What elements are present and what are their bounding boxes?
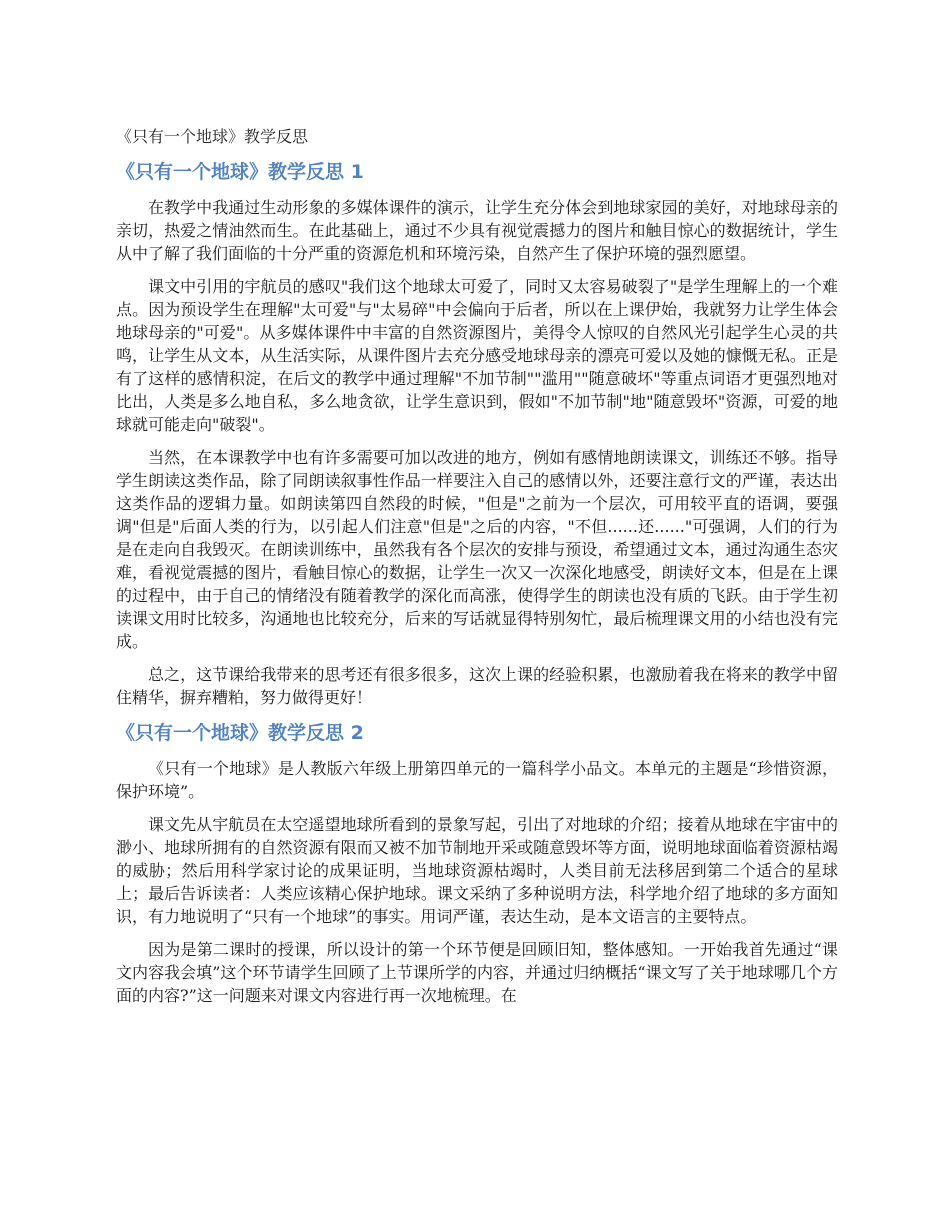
- paragraph: 《只有一个地球》是人教版六年级上册第四单元的一篇科学小品文。本单元的主题是“珍惜资源，保护环境”。: [116, 759, 838, 801]
- document-title: 《只有一个地球》教学反思: [116, 127, 309, 146]
- paragraph: 课文中引用的宇航员的感叹"我们这个地球太可爱了，同时又太容易破裂了"是学生理解上的一个难点。因为预设学生在理解"太可爱"与"太易碎"中会偏向于后者，所以在上课伊始，我就努力让学生体会地球母亲的"可爱"。从多媒体课件中丰富的自然资源图片，美得令人惊叹的自然风光引起学生心灵的共鸣，让学生从文本，从生活实际，从课件图片去充分感受地球母亲的漂亮可爱以及她的慷慨无私。正是有了这样的感情积淀，在后文的教学中通过理解"不加节制""滥用""随意破坏"等重点词语才更强烈地对比出，人类是多么地自私，多么地贪欲，让学生意识到，假如"不加节制"地"随意毁坏"资源，可爱的地球就可能走向"破裂"。: [116, 277, 838, 434]
- paragraph: 总之，这节课给我带来的思考还有很多很多，这次上课的经验积累，也激励着我在将来的教学中留住精华，摒弃糟粕，努力做得更好！: [116, 665, 838, 707]
- paragraph: 在教学中我通过生动形象的多媒体课件的演示，让学生充分体会到地球家园的美好，对地球母亲的亲切，热爱之情油然而生。在此基础上，通过不少具有视觉震撼力的图片和触目惊心的数据统计，学生从中了解了我们面临的十分严重的资源危机和环境污染，自然产生了保护环境的强烈愿望。: [116, 198, 838, 263]
- paragraph: 当然，在本课教学中也有许多需要可加以改进的地方，例如有感情地朗读课文，训练还不够。指导学生朗读这类作品，除了同朗读叙事性作品一样要注入自己的感情以外，还要注意行文的严谨，表达出这类作品的逻辑力量。如朗读第四自然段的时候，"但是"之前为一个层次，可用较平直的语调，要强调"但是"后面人类的行为，以引起人们注意"但是"之后的内容，"不但......还......"可强调，人们的行为是在走向自我毁灭。在朗读训练中，虽然我有各个层次的安排与预设，希望通过文本，通过沟通生态灾难，看视觉震撼的图片，看触目惊心的数据，让学生一次又一次深化地感受，朗读好文本，但是在上课的过程中，由于自己的情绪没有随着教学的深化而高涨，使得学生的朗读也没有质的飞跃。由于学生初读课文用时比较多，沟通地也比较充分，后来的写话就显得特别匆忙，最后梳理课文用的小结也没有完成。: [116, 448, 838, 651]
- paragraph: 课文先从宇航员在太空遥望地球所看到的景象写起，引出了对地球的介绍；接着从地球在宇宙中的渺小、地球所拥有的自然资源有限而又被不加节制地开采或随意毁坏等方面，说明地球面临着资源枯竭的威胁；然后用科学家讨论的成果证明，当地球资源枯竭时，人类目前无法移居到第二个适合的星球上；最后告诉读者：人类应该精心保护地球。课文采纳了多种说明方法，科学地介绍了地球的多方面知识，有力地说明了“只有一个地球”的事实。用词严谨，表达生动，是本文语言的主要特点。: [116, 815, 838, 926]
- section-heading: 《只有一个地球》教学反思 2: [116, 722, 364, 744]
- paragraph: 因为是第二课时的授课，所以设计的第一个环节便是回顾旧知，整体感知。一开始我首先通过“课文内容我会填”这个环节请学生回顾了上节课所学的内容，并通过归纳概括“课文写了关于地球哪几个方面的内容?”这一问题来对课文内容进行再一次地梳理。在: [116, 940, 838, 1005]
- section-2: [116, 719, 838, 1007]
- section-heading: 《只有一个地球》教学反思 1: [116, 161, 364, 183]
- section-1: [116, 158, 838, 709]
